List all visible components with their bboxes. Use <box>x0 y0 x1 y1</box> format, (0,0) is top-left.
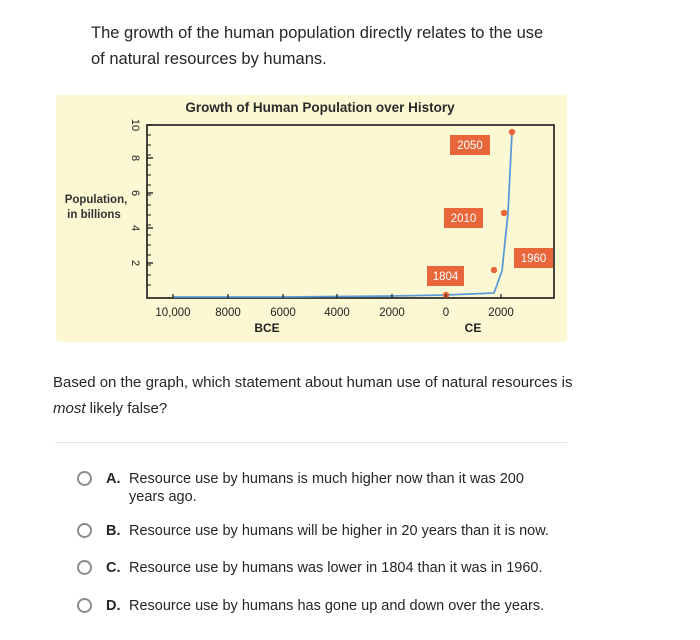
y-tick-label: 4 <box>129 224 141 232</box>
y-tick-label: 8 <box>129 154 141 162</box>
x-tick-label: 0 <box>442 307 450 319</box>
x-tick-label: 2000 <box>488 307 514 319</box>
annotation-label: 1960 <box>520 253 547 265</box>
option-c-letter: C. <box>106 560 121 576</box>
annotation-marker <box>509 129 515 135</box>
annotation-label: 2010 <box>450 213 477 225</box>
option-d-letter: D. <box>106 598 121 614</box>
radio-d-icon[interactable] <box>77 598 92 613</box>
x-tick-label: 8000 <box>215 307 241 319</box>
option-c-text: Resource use by humans was lower in 1804 than it was in 1960. <box>129 560 543 576</box>
x-group-label-ce: CE <box>464 321 482 335</box>
question-emphasis: most <box>53 400 86 417</box>
y-tick-label: 6 <box>129 189 141 197</box>
option-b-letter: B. <box>106 523 121 539</box>
x-tick-label: 2000 <box>379 307 405 319</box>
radio-c-icon[interactable] <box>77 560 92 575</box>
intro-text: The growth of the human population directly relates to the use of natural resources by humans. <box>91 24 544 68</box>
divider <box>55 442 567 443</box>
chart-svg <box>56 95 567 342</box>
radio-b-icon[interactable] <box>77 523 92 538</box>
question-text <box>53 370 573 422</box>
option-d-text: Resource use by humans has gone up and down over the years. <box>129 598 545 614</box>
y-tick-label: 2 <box>129 259 141 267</box>
option-a-text: Resource use by humans is much higher now than it was 200 years ago. <box>129 471 524 505</box>
question-part1: Based on the graph, which statement about human use of natural resources is <box>53 374 573 391</box>
radio-a-icon[interactable] <box>77 471 92 486</box>
y-axis-label-line2: in billions <box>67 209 121 221</box>
x-tick-label: 6000 <box>270 307 296 319</box>
option-a-letter: A. <box>106 471 121 487</box>
x-tick-label: 10,000 <box>155 307 191 319</box>
x-tick-label: 4000 <box>324 307 350 319</box>
x-group-label-bce: BCE <box>254 321 280 335</box>
annotation-label: 2050 <box>457 140 483 152</box>
annotation-label: 1804 <box>432 271 459 283</box>
y-tick-label: 10 <box>129 118 141 132</box>
annotation-marker <box>491 267 497 273</box>
option-b-text: Resource use by humans will be higher in 20 years than it is now. <box>129 523 549 539</box>
chart-title: Growth of Human Population over History <box>185 100 455 115</box>
annotation-marker <box>501 210 507 216</box>
question-part2: likely false? <box>85 400 168 417</box>
population-chart <box>56 95 567 342</box>
y-axis-label-line1: Population, <box>64 194 128 206</box>
